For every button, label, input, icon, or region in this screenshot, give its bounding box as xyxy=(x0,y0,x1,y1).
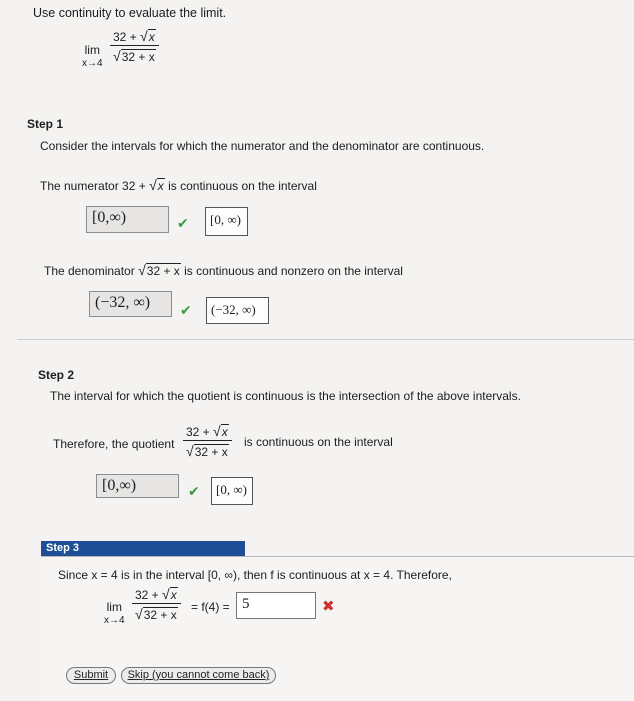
quotient-suffix: is continuous on the interval xyxy=(244,435,393,449)
radical-icon: √ xyxy=(135,606,143,622)
fraction-denominator xyxy=(183,440,232,459)
numerator-correct-answer: [0, ∞) xyxy=(205,207,248,236)
step1-intro: Consider the intervals for which the numerator and the denominator are continuous. xyxy=(40,139,485,153)
radicand: 32 + x xyxy=(146,264,180,278)
lim-label: lim xyxy=(106,600,122,614)
checkmark-icon: ✔ xyxy=(188,483,200,499)
lim-subscript: x→4 xyxy=(82,58,103,69)
radicand: 32 + x xyxy=(121,50,155,64)
step2-title: Step 2 xyxy=(38,368,75,382)
quotient-correct-answer: [0, ∞) xyxy=(211,477,253,505)
step3-fraction xyxy=(132,586,181,622)
equals-f4: = f(4) = xyxy=(191,600,230,614)
step2-intro: The interval for which the quotient is continuous is the intersection of the above intervals. xyxy=(50,389,521,403)
sqrt-x xyxy=(149,176,165,195)
radicand: x xyxy=(221,425,228,439)
sqrt-x xyxy=(213,423,229,439)
sqrt-32-plus-x xyxy=(113,48,156,64)
radicand: x xyxy=(148,30,155,44)
radical-icon: √ xyxy=(149,177,157,193)
limit-answer-input[interactable]: 5 xyxy=(236,592,316,619)
denominator-correct-answer: (−32, ∞) xyxy=(206,297,269,324)
fraction-denominator xyxy=(132,603,181,622)
numerator-constant: 32 + xyxy=(113,30,137,44)
sqrt-32-plus-x xyxy=(186,443,229,459)
radical-icon: √ xyxy=(186,443,194,459)
problem-instruction: Use continuity to evaluate the limit. xyxy=(33,6,227,20)
numerator-statement xyxy=(40,176,317,195)
radicand: 32 + x xyxy=(143,608,177,622)
radicand: x xyxy=(170,588,177,602)
radicand: x xyxy=(157,179,164,193)
x-mark-icon: ✖ xyxy=(322,598,335,615)
numerator-expr: 32 + xyxy=(122,179,146,193)
radical-icon: √ xyxy=(213,423,221,439)
fraction-numerator xyxy=(132,586,181,603)
numerator-suffix: is continuous on the interval xyxy=(168,179,317,193)
denominator-statement xyxy=(44,261,403,280)
lim-label: lim xyxy=(84,43,100,57)
sqrt-x xyxy=(140,28,156,44)
sqrt-32-plus-x xyxy=(138,261,181,280)
radical-icon: √ xyxy=(140,28,148,44)
checkmark-icon: ✔ xyxy=(177,215,189,231)
skip-button[interactable]: Skip (you cannot come back) xyxy=(121,667,276,684)
numerator-prefix: The numerator xyxy=(40,179,119,193)
step1-title: Step 1 xyxy=(27,117,64,131)
step3-since-text: Since x = 4 is in the interval [0, ∞), then f is continuous at x = 4. Therefore, xyxy=(58,568,452,582)
fraction-numerator xyxy=(110,28,159,45)
numerator-answer-field[interactable]: [0,∞) xyxy=(86,206,169,233)
lim-subscript: x→4 xyxy=(104,615,125,626)
step3-banner: Step 3 xyxy=(41,541,245,556)
quotient-fraction xyxy=(183,423,232,459)
sqrt-32-plus-x xyxy=(135,606,178,622)
denominator-prefix: The denominator xyxy=(44,264,135,278)
denominator-suffix: is continuous and nonzero on the interval xyxy=(184,264,403,278)
fraction-numerator xyxy=(183,423,232,440)
step3-limit xyxy=(104,601,125,627)
fraction-denominator xyxy=(110,45,159,64)
radical-icon: √ xyxy=(138,262,146,278)
radicand: 32 + x xyxy=(194,445,228,459)
problem-limit xyxy=(82,44,103,70)
radical-icon: √ xyxy=(113,48,121,64)
problem-fraction xyxy=(110,28,159,64)
sqrt-x xyxy=(162,586,178,602)
radical-icon: √ xyxy=(162,586,170,602)
numerator-constant: 32 + xyxy=(135,588,159,602)
quotient-prefix: Therefore, the quotient xyxy=(53,437,175,451)
quotient-answer-field[interactable]: [0,∞) xyxy=(96,474,179,498)
denominator-answer-field[interactable]: (−32, ∞) xyxy=(89,291,172,317)
submit-button[interactable]: Submit xyxy=(66,667,116,684)
checkmark-icon: ✔ xyxy=(180,302,192,318)
numerator-constant: 32 + xyxy=(186,425,210,439)
step-divider xyxy=(17,339,634,340)
